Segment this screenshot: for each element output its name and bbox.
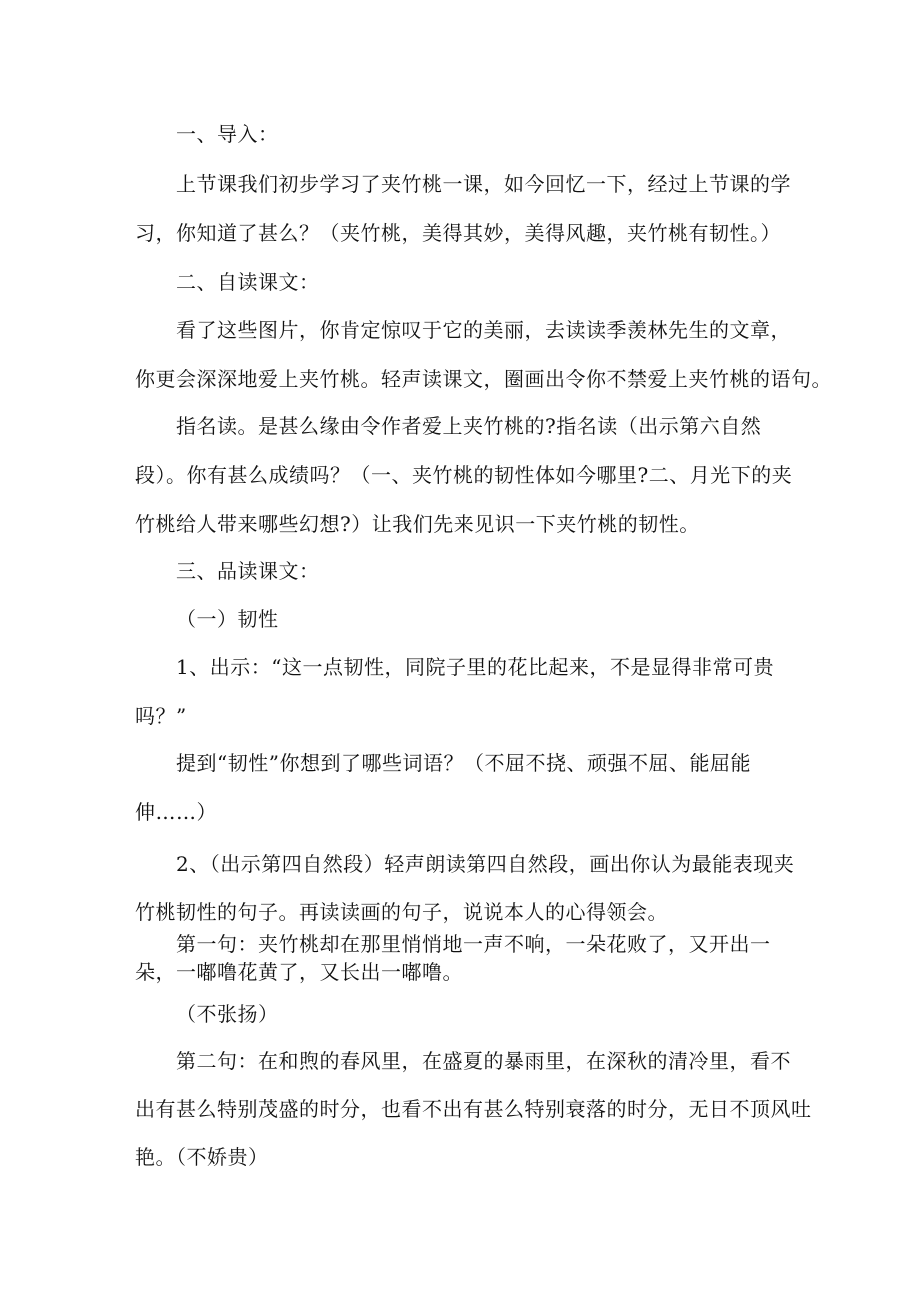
text-line: 段）。你有甚么成绩吗？（一、夹竹桃的韧性体如今哪里?二、月光下的夹 (135, 463, 793, 487)
text-line: 2、（出示第四自然段）轻声朗读第四自然段，画出你认为最能表现夹 (176, 852, 795, 876)
text-line: 朵，一嘟噜花黄了，又长出一嘟噜。 (135, 960, 463, 984)
text-line: 出有甚么特别茂盛的时分，也看不出有甚么特别衰落的时分，无日不顶风吐 (135, 1097, 812, 1121)
text-line: 第一句：夹竹桃却在那里悄悄地一声不响，一朵花败了，又开出一 (176, 932, 771, 956)
heading-text: 一、导入： (176, 122, 279, 146)
text-line: 伸……） (135, 800, 217, 824)
text-line: 竹桃韧性的句子。再读读画的句子，说说本人的心得领会。 (135, 900, 668, 924)
text-line: 上节课我们初步学习了夹竹桃一课，如今回忆一下，经过上节课的学 (176, 172, 791, 196)
text-line: 习，你知道了甚么？（夹竹桃，美得其妙，美得风趣，夹竹桃有韧性。） (135, 221, 781, 245)
text-line: 竹桃给人带来哪些幻想?）让我们先来见识一下夹竹桃的韧性。 (135, 512, 700, 536)
text-line: 第二句：在和煦的春风里，在盛夏的暴雨里，在深秋的清冷里，看不 (176, 1049, 791, 1073)
text-line: 你更会深深地爱上夹竹桃。轻声读课文，圈画出令你不禁爱上夹竹桃的语句。 (135, 367, 832, 391)
subheading-text: （一）韧性 (176, 607, 279, 631)
text-line: 艳。（不娇贵） (135, 1145, 269, 1169)
text-line: 看了这些图片，你肯定惊叹于它的美丽，去读读季羡林先生的文章， (176, 318, 791, 342)
text-line: 提到“韧性”你想到了哪些词语？（不屈不挠、顽强不屈、能屈能 (176, 751, 751, 775)
text-line: 吗？” (135, 704, 187, 728)
heading-text: 三、品读课文： (176, 559, 320, 583)
text-line: 指名读。是甚么缘由令作者爱上夹竹桃的?指名读（出示第六自然 (176, 414, 762, 438)
text-line: 1、出示：“这一点韧性，同院子里的花比起来，不是显得非常可贵 (176, 655, 774, 679)
note-text: （不张扬） (176, 1002, 279, 1026)
heading-text: 二、自读课文： (176, 270, 320, 294)
